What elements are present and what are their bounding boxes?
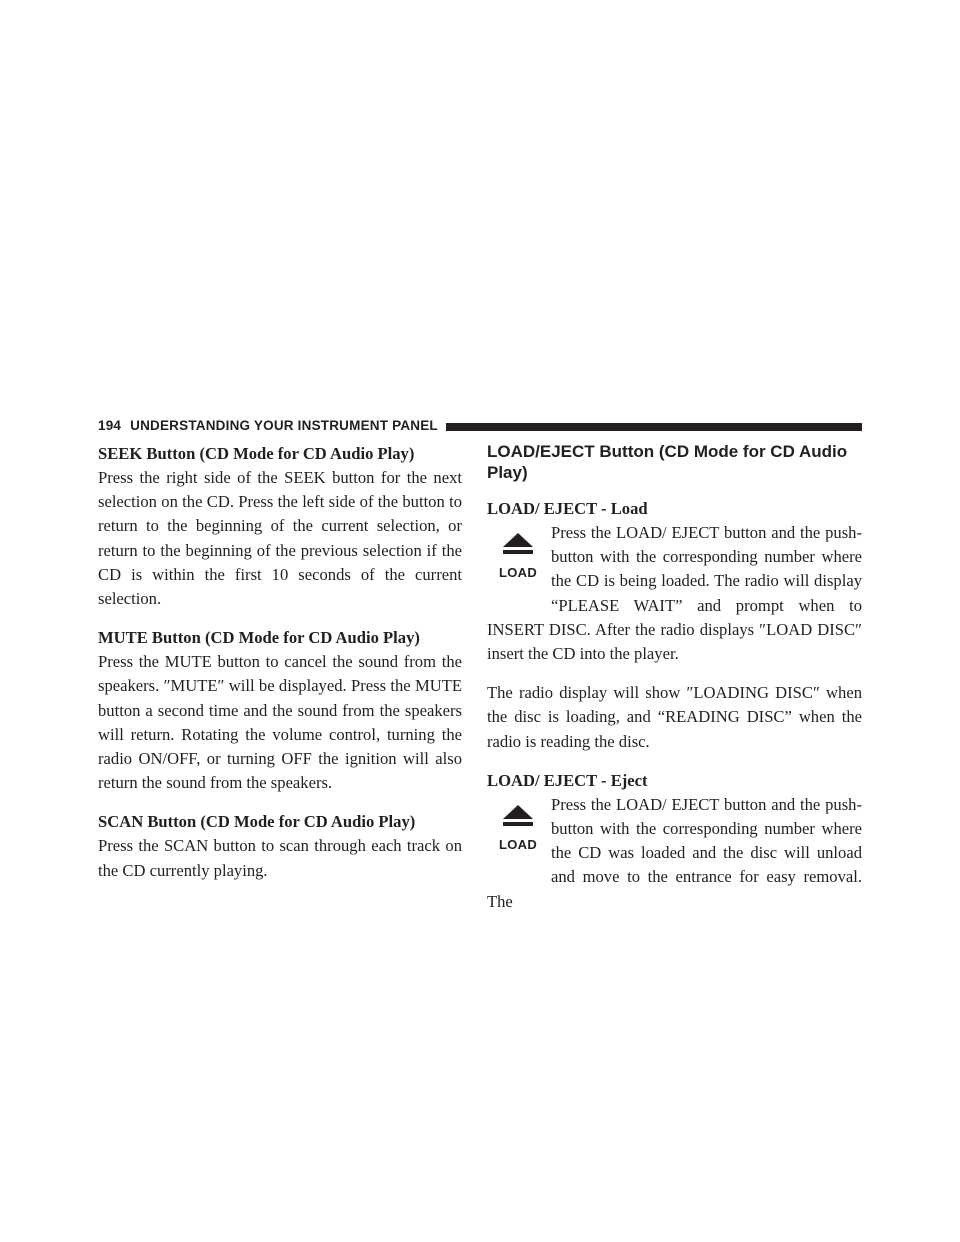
load-block	[487, 521, 862, 666]
eject-block	[487, 793, 862, 914]
left-column	[98, 442, 462, 898]
right-column	[487, 442, 862, 929]
section-title: UNDERSTANDING YOUR INSTRUMENT PANEL	[130, 418, 438, 433]
eject-icon-label: LOAD	[498, 836, 538, 852]
seek-text: Press the right side of the SEEK button for the next selection on the CD. Press the left side of the button to return to the beginning of the current selection, or return to the beginning of the previous selection if the CD is within the first 10 seconds of the current selection.	[98, 468, 462, 609]
load-text: Press the LOAD/ EJECT button and the push-button with the corresponding number where the CD is being loaded. The radio will display “PLEASE WAIT” and prompt when to INSERT DISC. After the radio displays ″LOAD DISC″ insert the CD into the player.	[487, 523, 862, 664]
mute-heading: MUTE Button (CD Mode for CD Audio Play)	[98, 628, 420, 648]
scan-heading: SCAN Button (CD Mode for CD Audio Play)	[98, 812, 416, 832]
load-icon-label: LOAD	[498, 565, 538, 580]
scan-text: Press the SCAN button to scan through each track on the CD currently playing.	[98, 836, 462, 880]
eject-subheading: LOAD/ EJECT - Eject	[487, 770, 648, 790]
header-rule	[398, 423, 862, 431]
eject-icon-box	[487, 793, 549, 889]
mute-text: Press the MUTE button to cancel the sound from the speakers. ″MUTE″ will be displayed. Press the MUTE button a second time and the sound from the speakers will return. Rotating the volume control, turning the radio ON/OFF, or turning OFF the ignition will also return the sound from the speakers.	[98, 652, 462, 793]
load-icon-box	[487, 521, 549, 617]
seek-heading: SEEK Button (CD Mode for CD Audio Play)	[98, 444, 415, 463]
load-subheading: LOAD/ EJECT - Load	[487, 499, 648, 518]
eject-text: Press the LOAD/ EJECT button and the push-button with the corresponding number where the CD was loaded and the disc will unload and move to the entrance for easy removal. The	[487, 794, 862, 911]
loading-text: The radio display will show ″LOADING DISC″ when the disc is loading, and “READING DISC” when the radio is reading the disc.	[487, 683, 862, 751]
page-header	[98, 415, 862, 437]
load-eject-heading: LOAD/EJECT Button (CD Mode for CD Audio Play)	[487, 442, 848, 482]
header-text	[98, 418, 446, 433]
page-number: 194	[98, 418, 122, 433]
